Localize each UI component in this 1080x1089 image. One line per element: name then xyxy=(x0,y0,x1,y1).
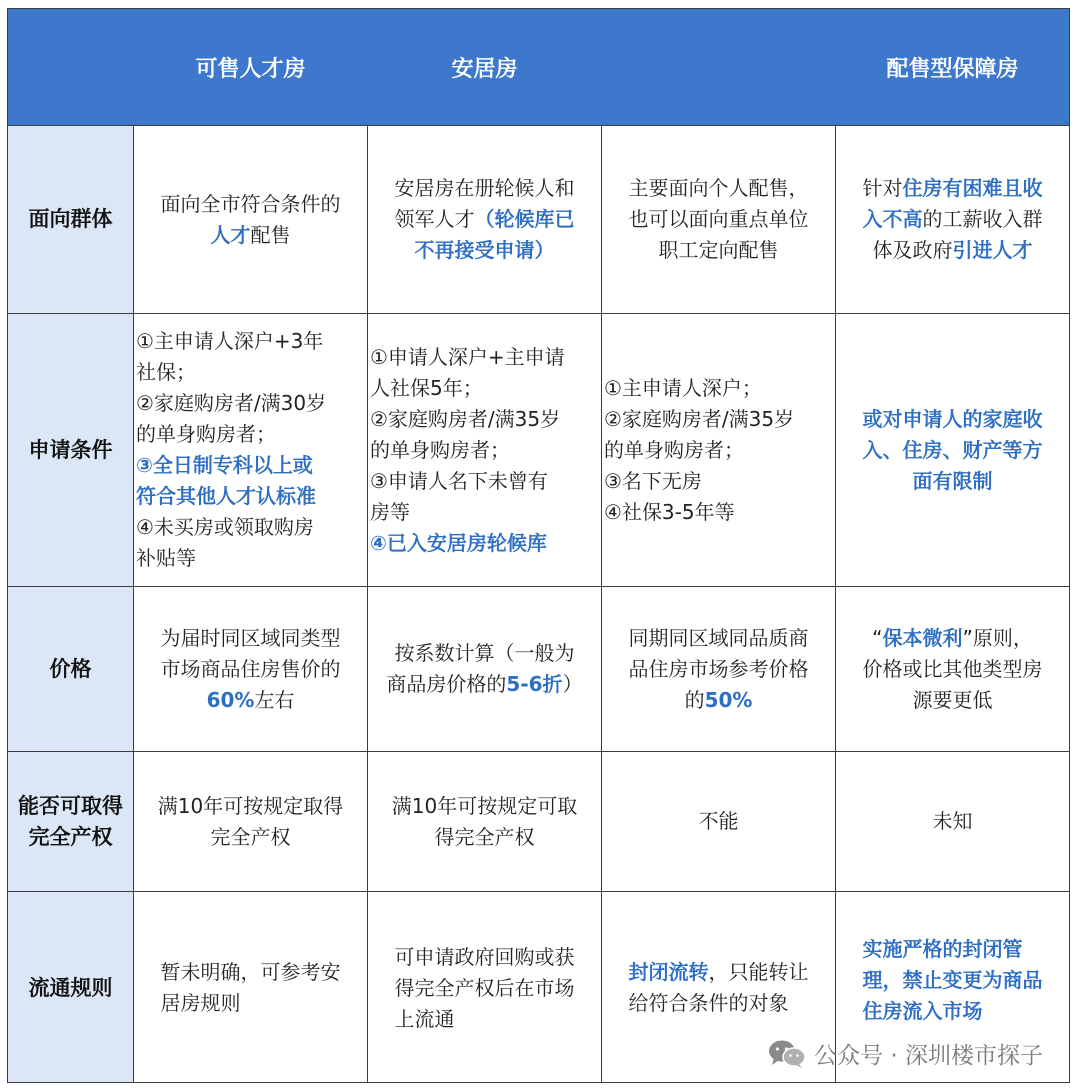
watermark-text: 公众号 · 深圳楼市探子 xyxy=(814,1043,1043,1069)
text: ③申请人名下未曾有 xyxy=(370,468,548,493)
text: 同期同区域同品质商 xyxy=(628,625,809,650)
text: 给符合条件的对象 xyxy=(628,991,789,1015)
text: 源要更低 xyxy=(912,687,993,712)
highlight-text: 或对申请人的家庭收 xyxy=(862,406,1043,431)
row-label-circulation: 流通规则 xyxy=(8,892,133,1083)
text: 满10年可按规定可取 xyxy=(391,793,578,818)
text: 的单身购房者； xyxy=(370,437,510,462)
highlight-text: 理，禁止变更为商品 xyxy=(862,968,1043,992)
highlight-text: 住房有困难且收 xyxy=(902,176,1043,200)
highlight-text: ④已入安居房轮候库 xyxy=(370,530,547,555)
text: ①主申请人深户+3年 xyxy=(136,329,324,353)
text: 居房规则 xyxy=(160,991,241,1015)
table-row-target-group xyxy=(8,126,1069,313)
text: 配售 xyxy=(250,222,291,247)
row-label-conditions: 申请条件 xyxy=(8,314,133,586)
text: 可申请政府回购或获 xyxy=(394,944,575,969)
highlight-text: 人才 xyxy=(210,222,251,247)
table-row-ownership xyxy=(8,752,1069,891)
text: 不能 xyxy=(698,809,739,833)
text: 上流通 xyxy=(394,1006,455,1031)
text: ②家庭购房者/满35岁 xyxy=(370,406,561,431)
text: 得完全产权 xyxy=(434,824,535,849)
text: ③名下无房 xyxy=(604,468,702,493)
text: 暂未明确，可参考安 xyxy=(160,960,341,984)
text: 能否可取得 xyxy=(18,794,123,819)
header-col-empty xyxy=(602,9,835,125)
text: 的工薪收入群 xyxy=(922,207,1043,231)
cell-conditions-col3 xyxy=(602,314,835,586)
highlight-text: 60% xyxy=(206,687,255,712)
text: 人社保5年； xyxy=(370,375,483,400)
cell-price-talent xyxy=(134,587,367,751)
cell-target-allotment xyxy=(836,126,1069,313)
text: ”原则， xyxy=(962,625,1033,650)
text: 为届时同区域同类型 xyxy=(160,625,341,650)
row-divider xyxy=(8,313,1069,314)
highlight-text: 实施严格的封闭管 xyxy=(862,937,1023,961)
text: 安居房在册轮候人和 xyxy=(394,176,575,200)
comparison-table xyxy=(7,8,1070,1083)
wechat-icon xyxy=(768,1039,806,1069)
cell-circulation-anju xyxy=(368,892,601,1083)
row-divider xyxy=(8,891,1069,892)
text: 领军人才 xyxy=(394,207,475,231)
text: ②家庭购房者/满30岁 xyxy=(136,391,327,415)
highlight-text: 5-6折 xyxy=(506,672,563,696)
row-divider xyxy=(8,586,1069,587)
cell-price-col3 xyxy=(602,587,835,751)
table-row-conditions xyxy=(8,314,1069,586)
row-label-target-group: 面向群体 xyxy=(8,126,133,313)
row-label-price: 价格 xyxy=(8,587,133,751)
highlight-text: 不再接受申请） xyxy=(414,238,555,262)
cell-target-talent xyxy=(134,126,367,313)
text: 的单身购房者； xyxy=(136,422,276,446)
row-divider xyxy=(8,751,1069,752)
text: 面向全市符合条件的 xyxy=(160,191,341,216)
text: 职工定向配售 xyxy=(658,238,779,262)
row-divider xyxy=(8,125,1069,126)
text: ④未买房或领取购房 xyxy=(136,515,314,539)
watermark xyxy=(768,1037,1043,1070)
highlight-text: ③全日制专科以上或 xyxy=(136,453,313,477)
row-label-ownership xyxy=(8,752,133,891)
cell-ownership-col3 xyxy=(602,752,835,891)
text: 品住房市场参考价格 xyxy=(628,656,809,681)
text: ，只能转让 xyxy=(708,960,809,984)
text: 主要面向个人配售， xyxy=(628,176,809,200)
text: 未知 xyxy=(932,809,973,833)
cell-target-anju xyxy=(368,126,601,313)
highlight-text: （轮候库已 xyxy=(474,207,575,231)
text: 的单身购房者； xyxy=(604,437,744,462)
cell-price-anju xyxy=(368,587,601,751)
cell-circulation-talent xyxy=(134,892,367,1083)
text: 也可以面向重点单位 xyxy=(628,207,809,231)
text: 针对 xyxy=(862,176,903,200)
cell-conditions-talent xyxy=(134,314,367,586)
text: 左右 xyxy=(254,687,295,712)
text: 商品房价格的 xyxy=(386,672,507,696)
text: ） xyxy=(562,672,583,696)
text: ①申请人深户+主申请 xyxy=(370,344,565,369)
column-divider xyxy=(835,125,836,1082)
column-divider xyxy=(601,125,602,1082)
highlight-text: 面有限制 xyxy=(912,468,993,493)
highlight-text: 保本微利 xyxy=(882,625,963,650)
text: 体及政府 xyxy=(872,238,953,262)
cell-conditions-allotment xyxy=(836,314,1069,586)
cell-ownership-talent xyxy=(134,752,367,891)
text: 价格或比其他类型房 xyxy=(862,656,1043,681)
text: 完全产权 xyxy=(28,824,113,849)
cell-ownership-anju xyxy=(368,752,601,891)
text: ②家庭购房者/满35岁 xyxy=(604,406,795,431)
cell-target-col3 xyxy=(602,126,835,313)
text: 补贴等 xyxy=(136,546,196,570)
cell-price-allotment xyxy=(836,587,1069,751)
highlight-text: 入、住房、财产等方 xyxy=(862,437,1043,462)
column-divider xyxy=(133,125,134,1082)
highlight-text: 50% xyxy=(704,687,753,712)
text: 按系数计算（一般为 xyxy=(394,641,575,665)
highlight-text: 符合其他人才认标准 xyxy=(136,484,316,508)
text: 得完全产权后在市场 xyxy=(394,975,575,1000)
header-col-allotment-housing: 配售型保障房 xyxy=(886,56,1019,82)
table-header xyxy=(8,9,1069,125)
text: 市场商品住房售价的 xyxy=(160,656,341,681)
highlight-text: 住房流入市场 xyxy=(862,999,983,1023)
table-row-price xyxy=(8,587,1069,751)
header-col-anju-housing: 安居房 xyxy=(451,56,518,82)
text: 社保； xyxy=(136,360,196,384)
column-divider xyxy=(367,125,368,1082)
text: ①主申请人深户； xyxy=(604,375,762,400)
header-col-talent-housing: 可售人才房 xyxy=(195,56,306,82)
text: 的 xyxy=(684,687,705,712)
highlight-text: 封闭流转 xyxy=(628,960,709,984)
text: “ xyxy=(872,625,883,650)
highlight-text: 入不高 xyxy=(862,207,923,231)
highlight-text: 引进人才 xyxy=(952,238,1033,262)
text: 完全产权 xyxy=(210,824,291,849)
cell-ownership-allotment xyxy=(836,752,1069,891)
text: 满10年可按规定取得 xyxy=(157,793,344,818)
text: 房等 xyxy=(370,499,410,524)
cell-conditions-anju xyxy=(368,314,601,586)
text: ④社保3-5年等 xyxy=(604,499,735,524)
